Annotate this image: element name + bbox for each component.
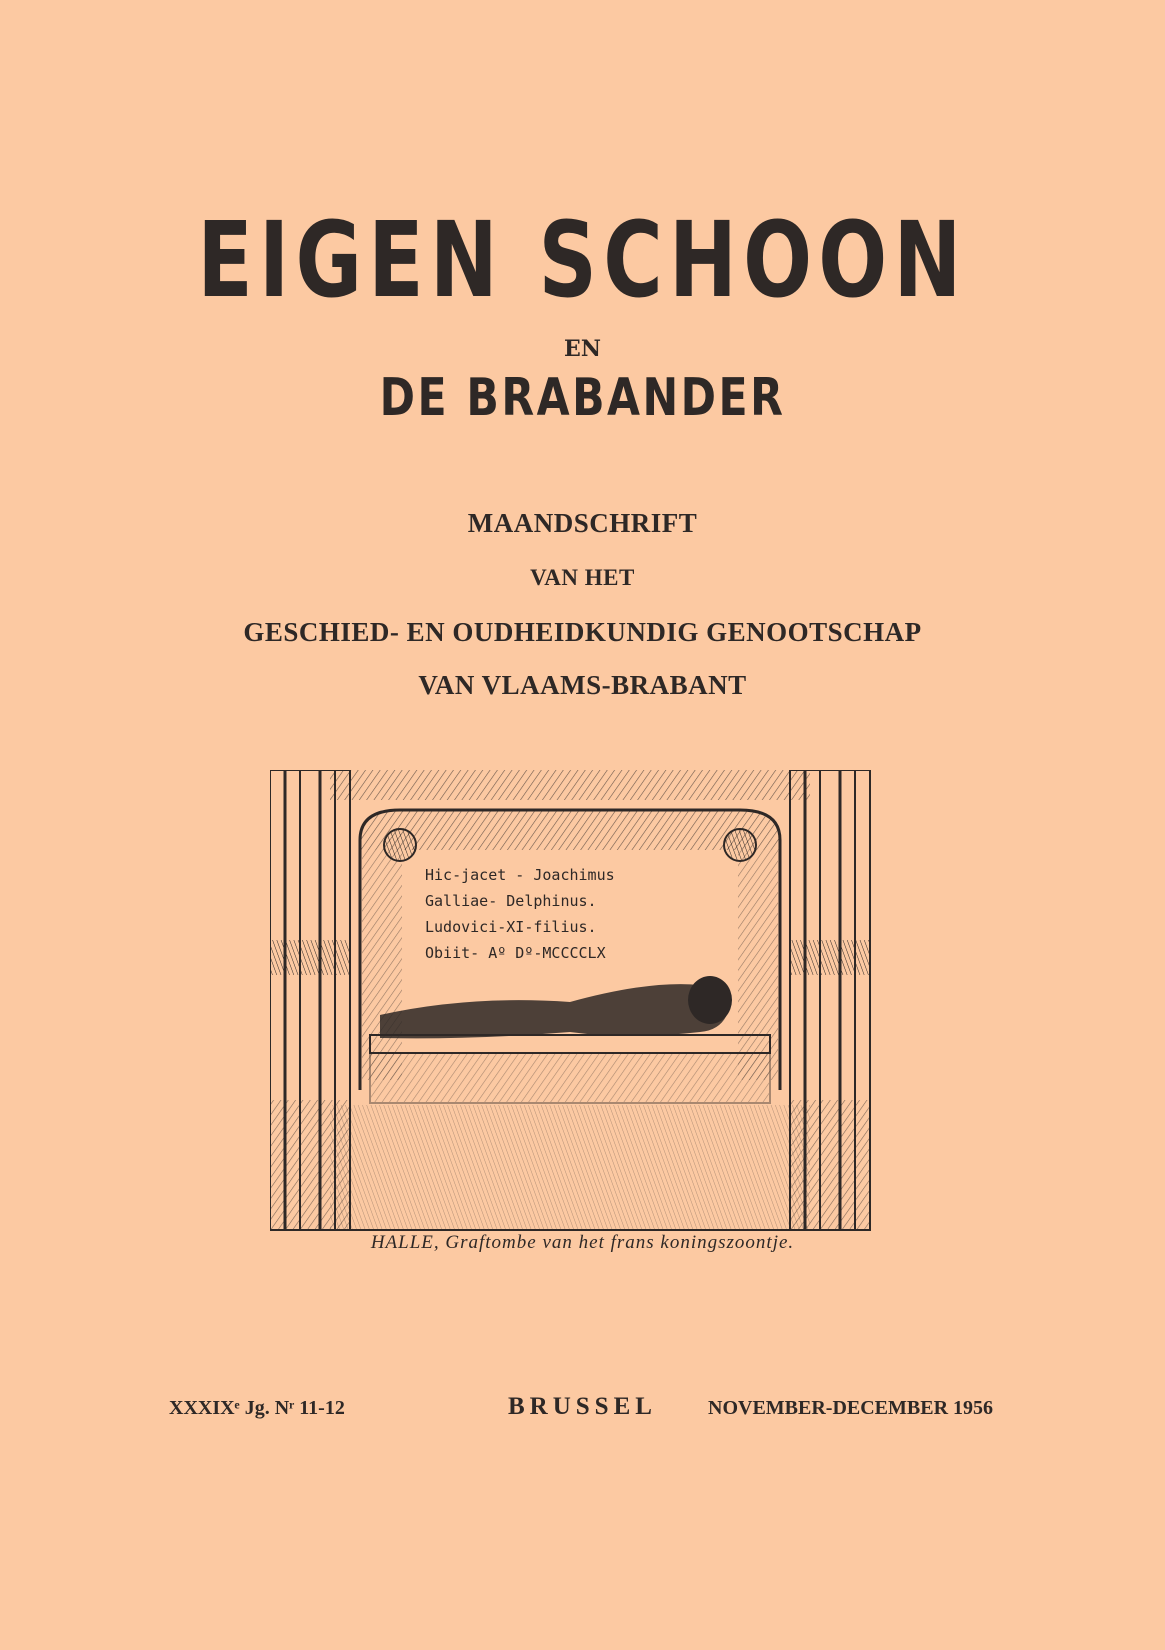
subtitle-line-1: MAANDSCHRIFT: [467, 508, 698, 538]
publication-city: BRUSSEL: [508, 1393, 657, 1420]
inscription-line-3: Ludovici-XI-filius.: [425, 918, 597, 936]
cover-footer: [0, 1393, 1165, 1433]
tomb-illustration: [270, 770, 882, 1235]
inscription-line-1: Hic-jacet - Joachimus: [425, 866, 615, 884]
issue-date: NOVEMBER-DECEMBER 1956: [708, 1397, 994, 1419]
title-conjunction: EN: [564, 336, 601, 362]
subtitle-line-4: VAN VLAAMS-BRABANT: [418, 670, 747, 700]
journal-title: EIGEN SCHOON: [197, 199, 968, 321]
subtitle-line-3: GESCHIED- EN OUDHEIDKUNDIG GENOOTSCHAP: [243, 617, 922, 647]
illustration-caption: HALLE, Graftombe van het frans koningszoontje.: [370, 1232, 795, 1253]
journal-subtitle: DE BRABANDER: [379, 368, 786, 428]
inscription-line-4: Obiit- Aº Dº-MCCCCLX: [425, 944, 606, 962]
issue-number: XXXIXᵉ Jg. Nʳ 11-12: [169, 1397, 345, 1419]
subtitle-line-2: VAN HET: [530, 565, 635, 590]
inscription-line-2: Galliae- Delphinus.: [425, 892, 597, 910]
